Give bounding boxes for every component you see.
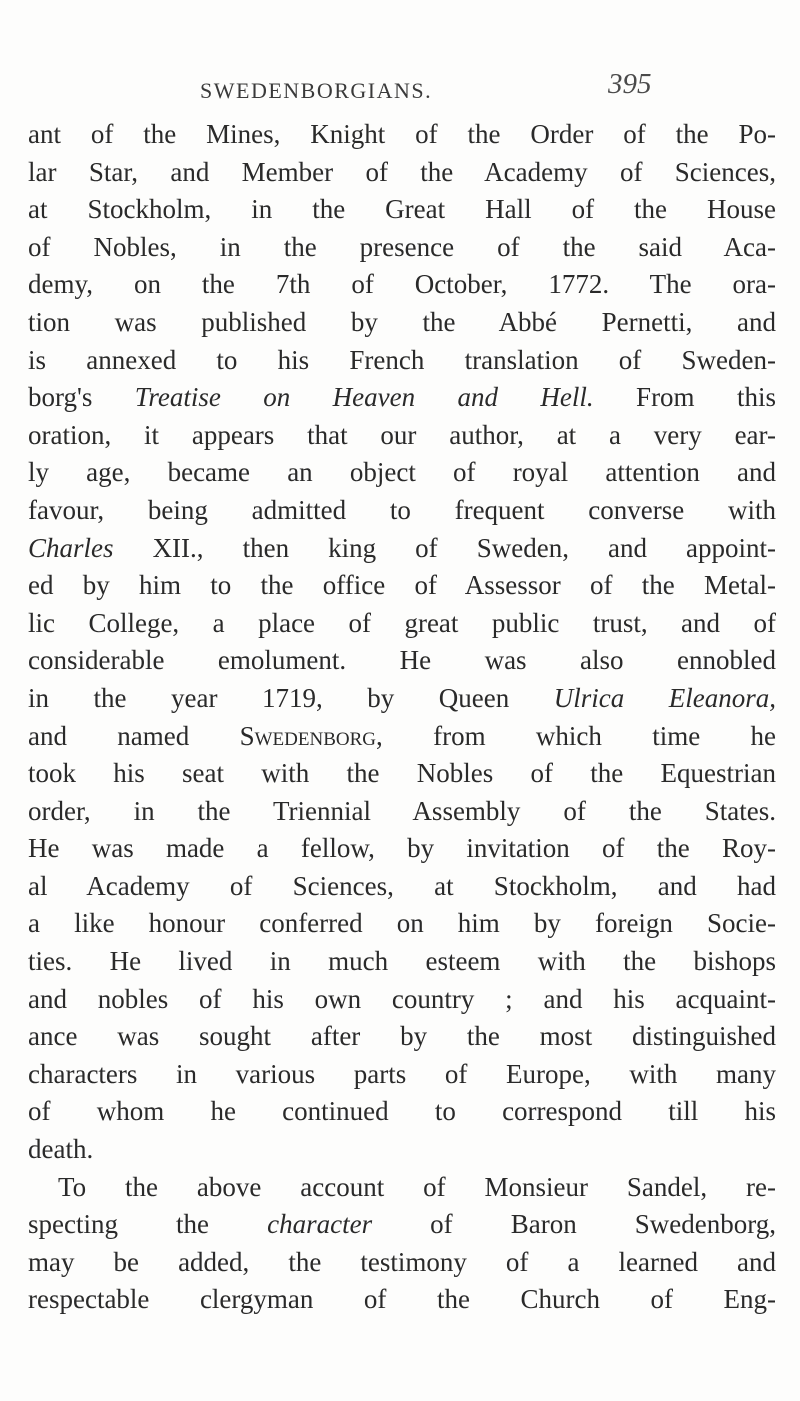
text-line: al Academy of Sciences, at Stockholm, and had — [28, 870, 776, 901]
text-line — [28, 718, 776, 756]
text-run: , from which time he — [376, 720, 776, 751]
page-number: 395 — [608, 68, 652, 100]
text-line: demy, on the 7th of October, 1772. The ora- — [28, 269, 776, 300]
person-name: Swedenborg — [239, 720, 377, 751]
text-line: may be added, the testimony of a learned and — [28, 1246, 776, 1277]
text-run: specting the — [28, 1209, 268, 1240]
text-run: XII., then king of Sweden, and appoint- — [113, 532, 776, 563]
text-line — [28, 530, 776, 568]
text-line — [28, 379, 776, 417]
person-name: Ulrica Eleanora, — [553, 682, 776, 713]
text-line: considerable emolument. He was also ennobled — [28, 645, 776, 676]
text-line: ly age, became an object of royal attention and — [28, 457, 776, 488]
book-title: Treatise on Heaven and Hell. — [134, 382, 594, 413]
paragraph — [28, 116, 776, 1169]
text-line: respectable clergyman of the Church of Eng- — [28, 1284, 776, 1315]
text-line — [28, 1206, 776, 1244]
text-line: ties. He lived in much esteem with the bishops — [28, 946, 776, 977]
text-line: favour, being admitted to frequent converse with — [28, 494, 776, 525]
text-line: and nobles of his own country ; and his acquaint- — [28, 983, 776, 1014]
text-line: ed by him to the office of Assessor of the Metal- — [28, 570, 776, 601]
text-run: and named — [28, 720, 240, 751]
text-run: in the year 1719, by Queen — [28, 682, 554, 713]
text-line: of Nobles, in the presence of the said Aca- — [28, 231, 776, 262]
text-run: borg's — [28, 382, 135, 413]
text-line: characters in various parts of Europe, with many — [28, 1058, 776, 1089]
running-title: SWEDENBORGIANS. — [200, 78, 433, 103]
text-line: oration, it appears that our author, at a very ear- — [28, 419, 776, 450]
paragraph — [28, 1169, 776, 1319]
text-line: ance was sought after by the most distinguished — [28, 1021, 776, 1052]
text-line: lic College, a place of great public trust, and of — [28, 607, 776, 638]
person-name: Charles — [28, 532, 114, 563]
text-line: is annexed to his French translation of Sweden- — [28, 344, 776, 375]
text-line: He was made a fellow, by invitation of the Roy- — [28, 833, 776, 864]
body-text — [28, 116, 776, 1319]
text-line: of whom he continued to correspond till his — [28, 1096, 776, 1127]
text-run: From this — [593, 382, 776, 413]
text-line: lar Star, and Member of the Academy of Sciences, — [28, 156, 776, 187]
text-line: ant of the Mines, Knight of the Order of the Po- — [28, 119, 776, 149]
text-line: death. — [28, 1134, 94, 1165]
text-line: took his seat with the Nobles of the Equestrian — [28, 758, 776, 789]
text-line: tion was published by the Abbé Pernetti, and — [28, 306, 776, 337]
text-line — [28, 680, 776, 718]
text-line: a like honour conferred on him by foreign Socie- — [28, 908, 776, 939]
text-run: of Baron Swedenborg, — [372, 1209, 776, 1240]
text-line: at Stockholm, in the Great Hall of the House — [28, 194, 776, 225]
text-line: To the above account of Monsieur Sandel, re- — [58, 1171, 776, 1202]
text-line: order, in the Triennial Assembly of the States. — [28, 795, 776, 826]
emphasis: character — [267, 1209, 373, 1240]
